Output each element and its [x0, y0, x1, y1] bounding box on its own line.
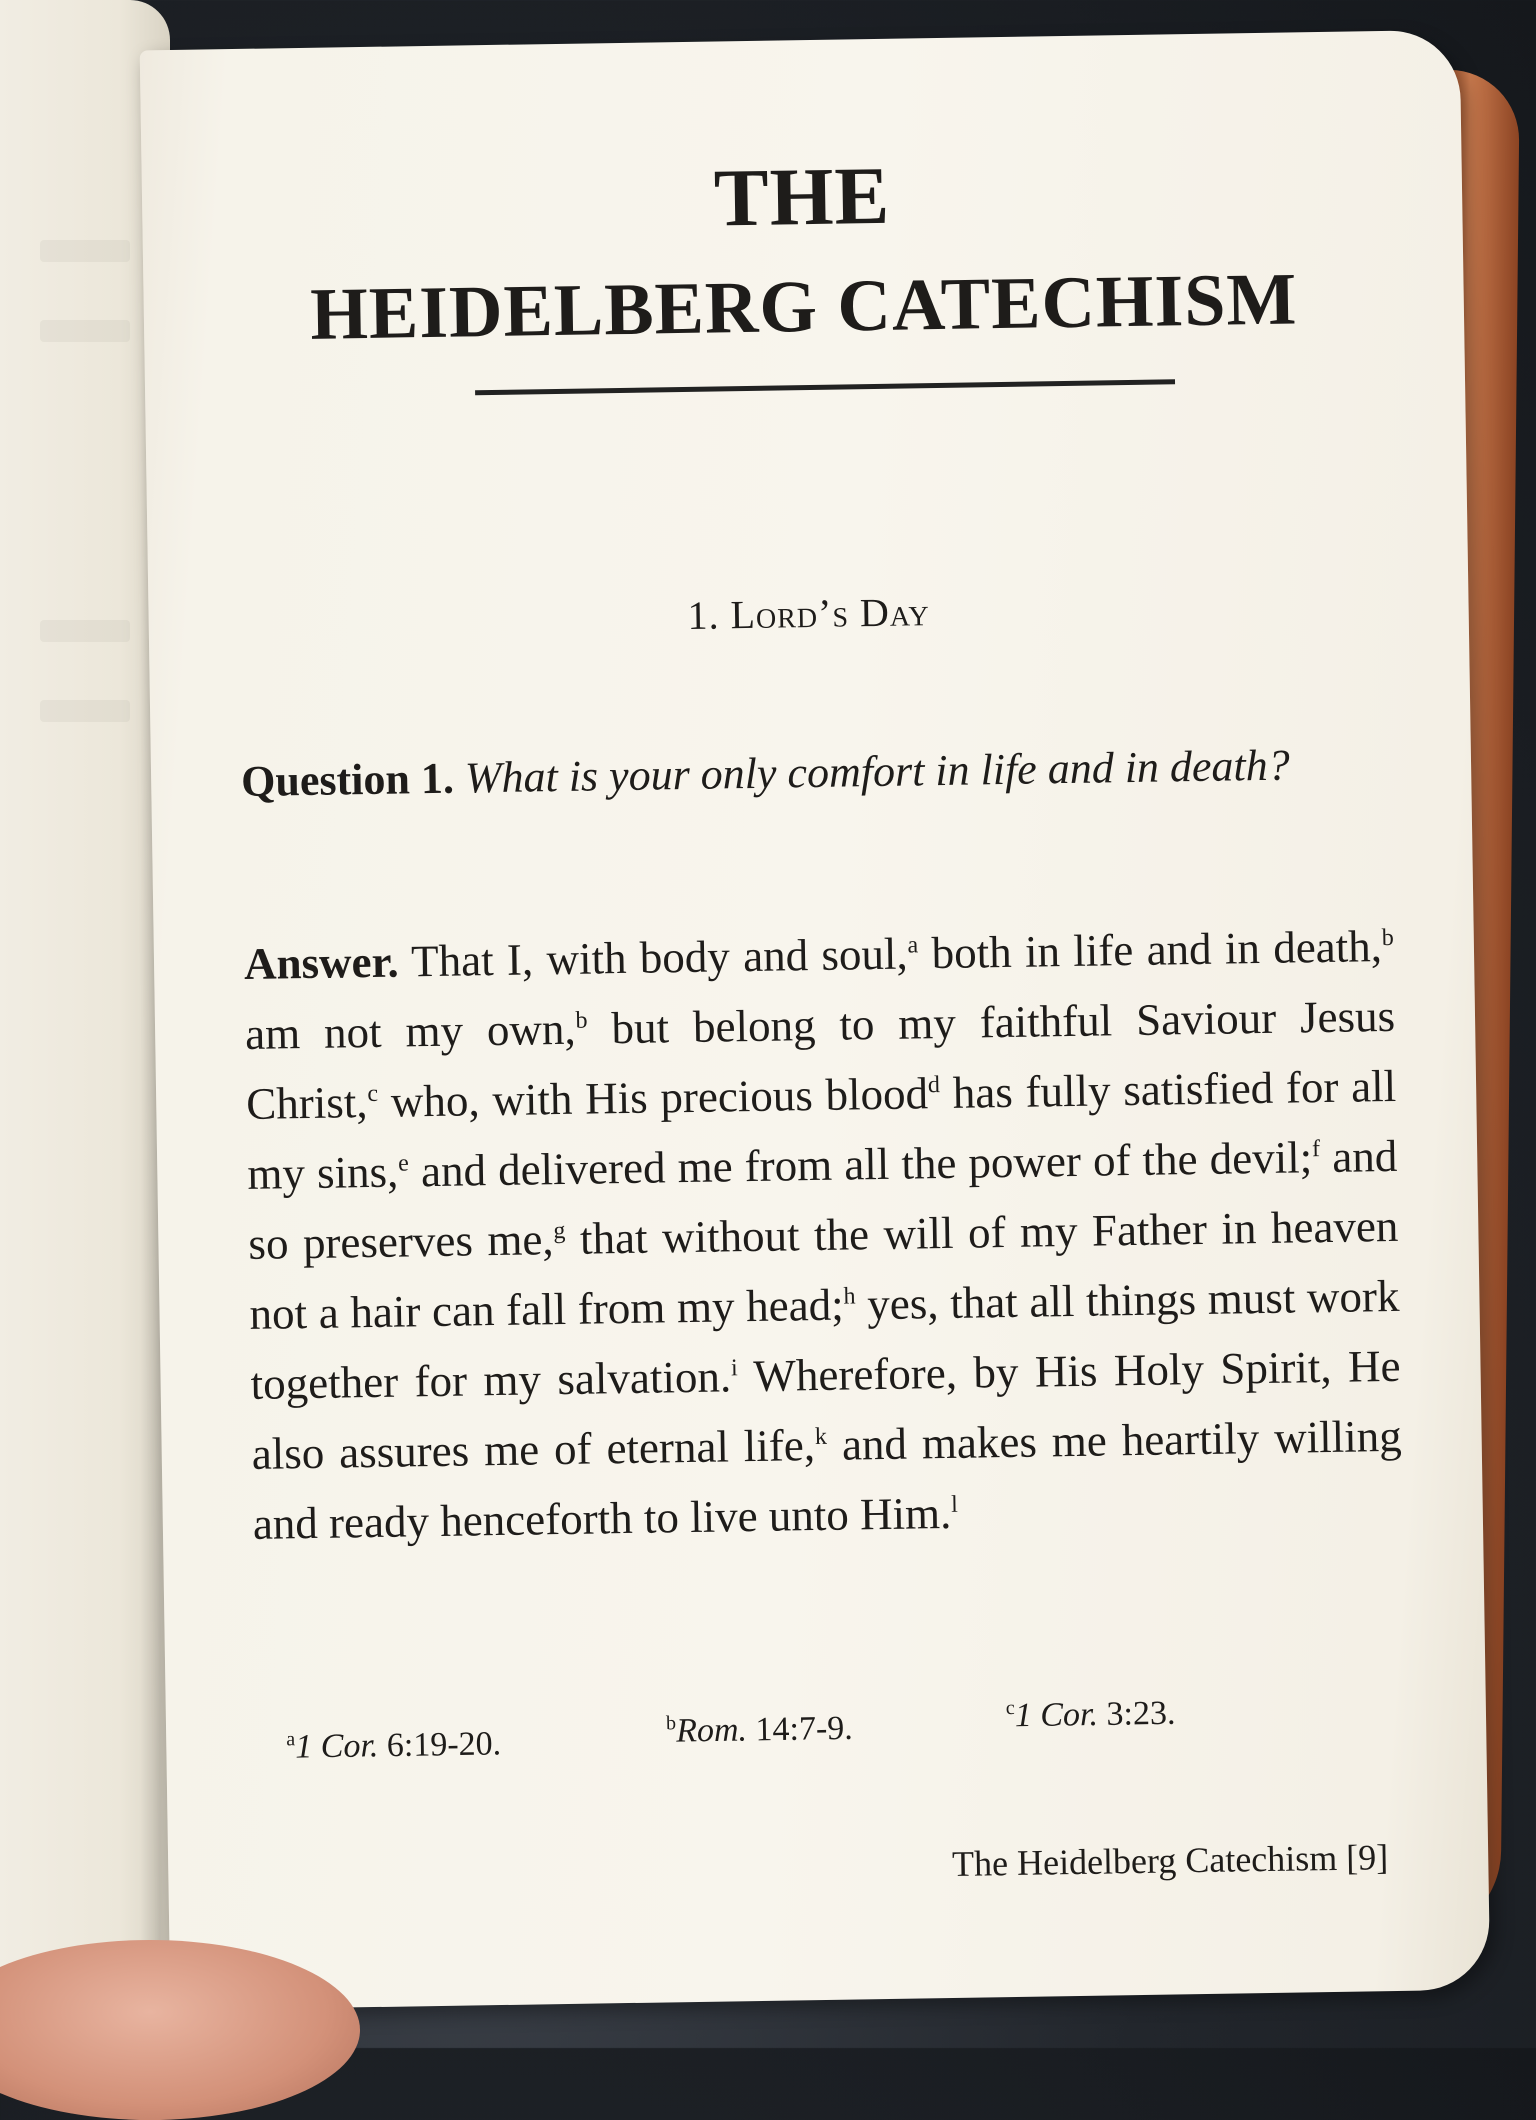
- answer-segment: that without the will of my Father in heaven not a hair can fall from my head;: [249, 1200, 1399, 1339]
- title-line-2: HEIDELBERG CATECHISM: [309, 258, 1298, 356]
- answer-segment: yes, that all things must work together for my salvation.: [250, 1270, 1400, 1409]
- section-heading: 1. Lord’s Day: [687, 589, 931, 638]
- answer-segment: has fully satisfied for all my sins,: [246, 1060, 1397, 1199]
- answer-segment: and makes me heartily willing and ready henceforth to live unto Him.: [252, 1410, 1402, 1549]
- running-footer: [952, 1836, 1389, 1885]
- footnote-verse: 3:23.: [1106, 1694, 1176, 1733]
- footnote-marker: i: [730, 1355, 738, 1382]
- title-line-1: THE: [713, 149, 891, 244]
- show-through-text: [40, 240, 130, 262]
- footnote-a: [286, 1725, 501, 1767]
- footnote-ref: 1 Cor.: [294, 1727, 379, 1766]
- footnote-marker: b: [1381, 924, 1394, 952]
- footnote-b: [666, 1709, 853, 1750]
- show-through-text: [40, 320, 130, 342]
- page-number: [9]: [1345, 1837, 1389, 1878]
- answer-segment: and delivered me from all the power of the devil;: [408, 1132, 1313, 1197]
- footnote-ref: Rom.: [675, 1711, 748, 1750]
- footnote-marker: k: [814, 1423, 828, 1451]
- answer-segment: am not my own,: [244, 1003, 577, 1059]
- show-through-text: [40, 620, 130, 642]
- footnotes: [286, 1691, 1386, 1766]
- footnote-marker: e: [397, 1150, 409, 1177]
- footnote-marker: f: [1311, 1136, 1321, 1163]
- footnote-marker: l: [950, 1491, 959, 1518]
- footnote-mark: c: [1005, 1696, 1015, 1720]
- question-label: Question 1.: [240, 753, 455, 806]
- title-rule: [475, 379, 1175, 395]
- footer-title: The Heidelberg Catechism: [951, 1837, 1338, 1884]
- book-page: [140, 30, 1491, 2010]
- footnote-verse: 6:19-20.: [386, 1725, 502, 1765]
- answer-segment: who, with His precious blood: [377, 1068, 929, 1127]
- answer-segment: both in life and in death,: [917, 921, 1383, 979]
- footnote-mark: b: [665, 1712, 677, 1735]
- footnote-c: [1006, 1694, 1176, 1735]
- answer-segment: That I, with body and soul,: [398, 928, 909, 987]
- footnote-verse: 14:7-9.: [755, 1709, 854, 1749]
- footnote-marker: c: [367, 1080, 379, 1108]
- answer-segment: Wherefore, by His Holy Spirit, He also assures me of eternal life,: [251, 1340, 1401, 1479]
- footnote-marker: g: [553, 1217, 566, 1245]
- answer: [243, 911, 1403, 1559]
- footnote-mark: a: [286, 1728, 296, 1751]
- footnote-marker: h: [843, 1283, 856, 1310]
- question-text: What is your only comfort in life and in death?: [464, 740, 1291, 803]
- answer-segment: but belong to my faithful Saviour Jesus Christ,: [245, 990, 1396, 1129]
- footnote-ref: 1 Cor.: [1014, 1695, 1099, 1735]
- footnote-marker: d: [927, 1072, 941, 1099]
- answer-label: Answer.: [243, 936, 400, 989]
- answer-segment: and so preserves me,: [248, 1130, 1398, 1269]
- show-through-text: [40, 700, 130, 722]
- footnote-marker: a: [907, 932, 919, 959]
- question: [241, 731, 1392, 815]
- footnote-marker: b: [575, 1007, 588, 1034]
